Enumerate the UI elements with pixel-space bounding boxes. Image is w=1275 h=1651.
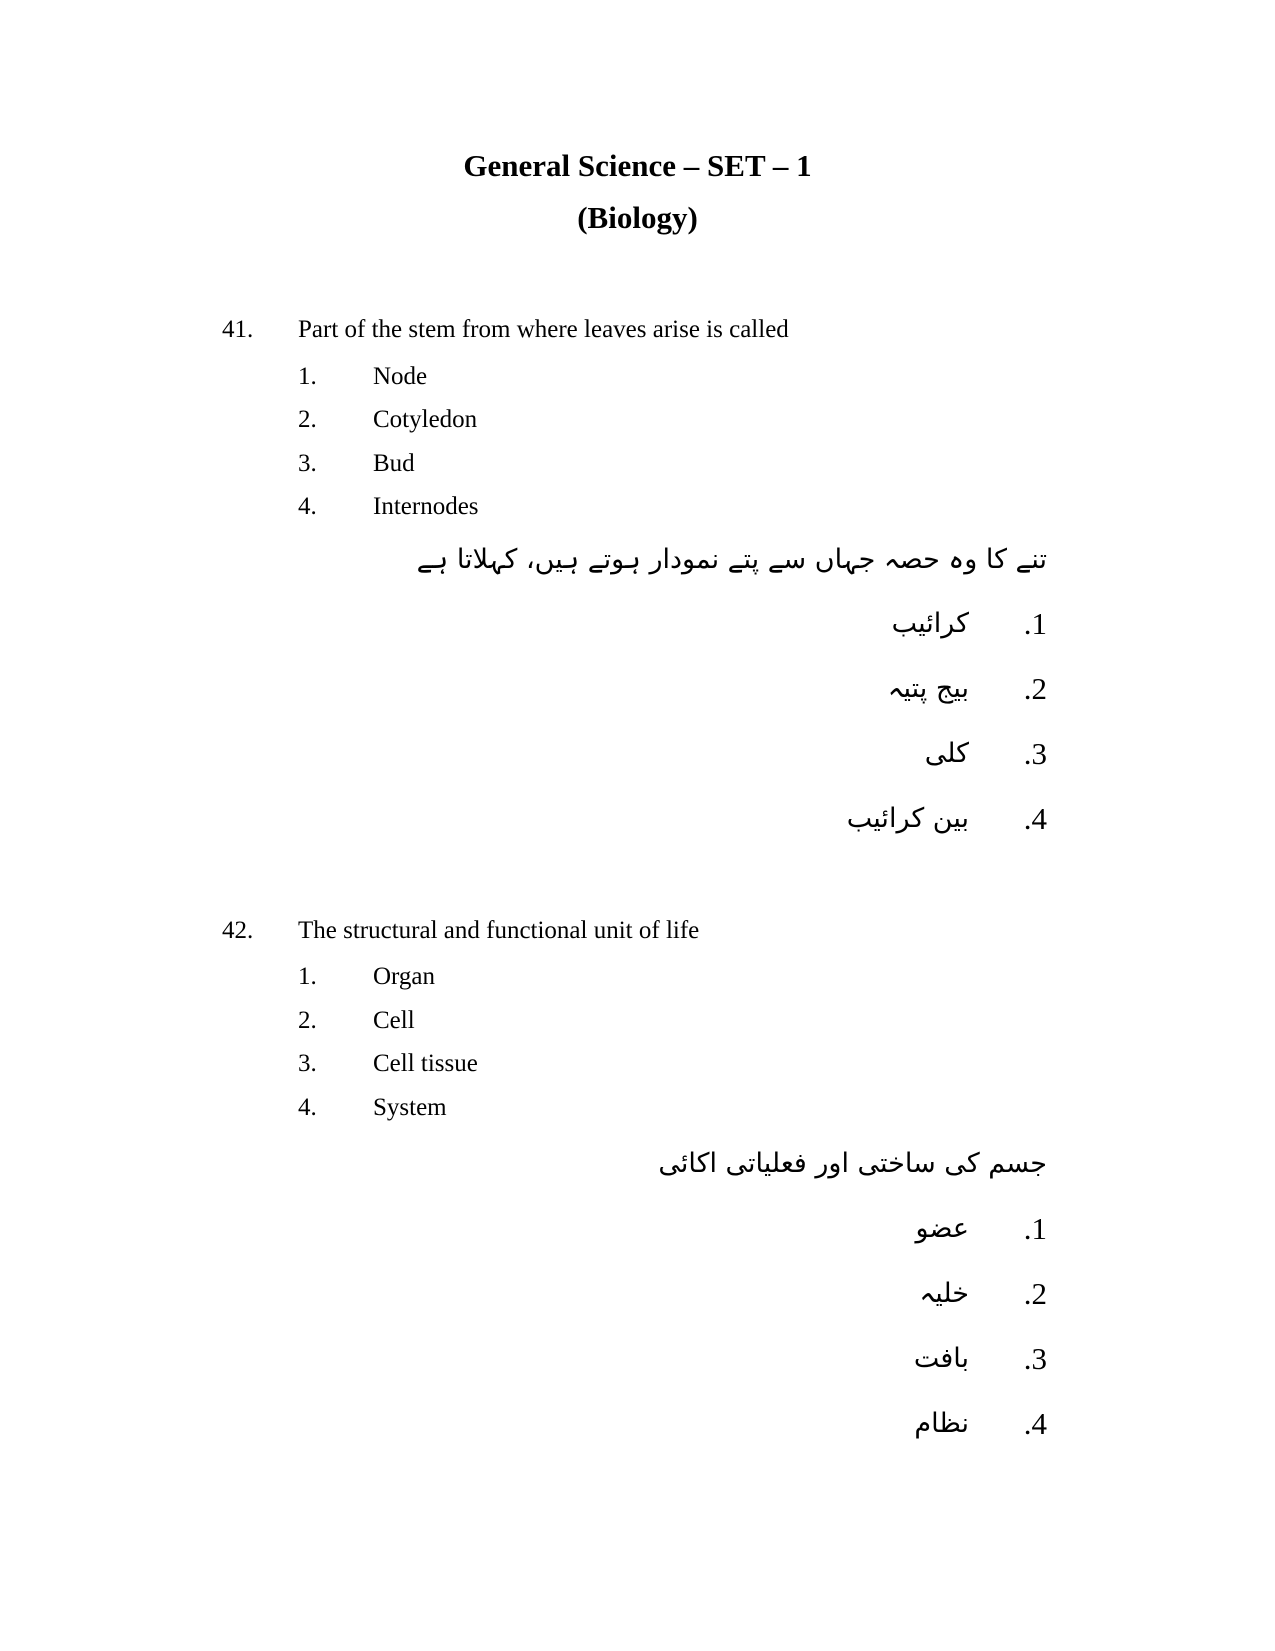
urdu-option xyxy=(747,606,1047,650)
option-number: 3. xyxy=(298,1050,317,1077)
urdu-option xyxy=(747,1341,1047,1385)
urdu-option xyxy=(747,1276,1047,1320)
urdu-option-text: کرائیب xyxy=(891,608,969,639)
option-text: Node xyxy=(373,363,428,390)
option-number: 4. xyxy=(298,1094,317,1121)
urdu-option-number: .3 xyxy=(1023,736,1047,771)
question-number: 42. xyxy=(222,917,254,944)
option-text: Cell tissue xyxy=(373,1050,478,1077)
urdu-option-text: کلی xyxy=(924,738,969,769)
option-text: Cotyledon xyxy=(373,406,478,433)
option-text: Cell xyxy=(373,1007,415,1034)
urdu-option-number: .3 xyxy=(1023,1341,1047,1376)
urdu-option-number: .1 xyxy=(1023,1211,1047,1246)
urdu-option-text: بین کرائیب xyxy=(846,803,969,834)
question-text: Part of the stem from where leaves arise is called xyxy=(298,316,789,343)
option-number: 1. xyxy=(298,963,317,990)
option-number: 2. xyxy=(298,406,317,433)
urdu-option-number: .4 xyxy=(1023,801,1047,836)
urdu-option-number: .2 xyxy=(1023,1276,1047,1311)
option-number: 1. xyxy=(298,363,317,390)
option-number: 4. xyxy=(298,493,317,520)
option-text: System xyxy=(373,1094,447,1121)
urdu-option-number: .2 xyxy=(1023,671,1047,706)
urdu-option xyxy=(747,1406,1047,1450)
option-text: Organ xyxy=(373,963,436,990)
urdu-question-text: تنے کا وہ حصہ جہاں سے پتے نمودار ہوتے ہیں، کہلاتا ہے xyxy=(416,544,1047,575)
urdu-option-text: نظام xyxy=(914,1408,969,1439)
urdu-option-number: .1 xyxy=(1023,606,1047,641)
urdu-question-text: جسم کی ساختی اور فعلیاتی اکائی xyxy=(658,1148,1047,1179)
option-number: 3. xyxy=(298,450,317,477)
urdu-option xyxy=(747,671,1047,715)
urdu-option xyxy=(747,1211,1047,1255)
option-text: Internodes xyxy=(373,493,479,520)
question-text: The structural and functional unit of life xyxy=(298,917,700,944)
urdu-option xyxy=(747,736,1047,780)
urdu-option-text: عضو xyxy=(915,1213,969,1244)
option-number: 2. xyxy=(298,1007,317,1034)
page-title: General Science – SET – 1 xyxy=(463,148,812,183)
urdu-option-number: .4 xyxy=(1023,1406,1047,1441)
urdu-option-text: خلیہ xyxy=(919,1278,969,1309)
urdu-option-text: بافت xyxy=(913,1343,969,1374)
page-subtitle: (Biology) xyxy=(577,200,698,235)
question-number: 41. xyxy=(222,316,254,343)
urdu-option-text: بیج پتیہ xyxy=(887,673,969,704)
option-text: Bud xyxy=(373,450,415,477)
urdu-option xyxy=(747,801,1047,845)
